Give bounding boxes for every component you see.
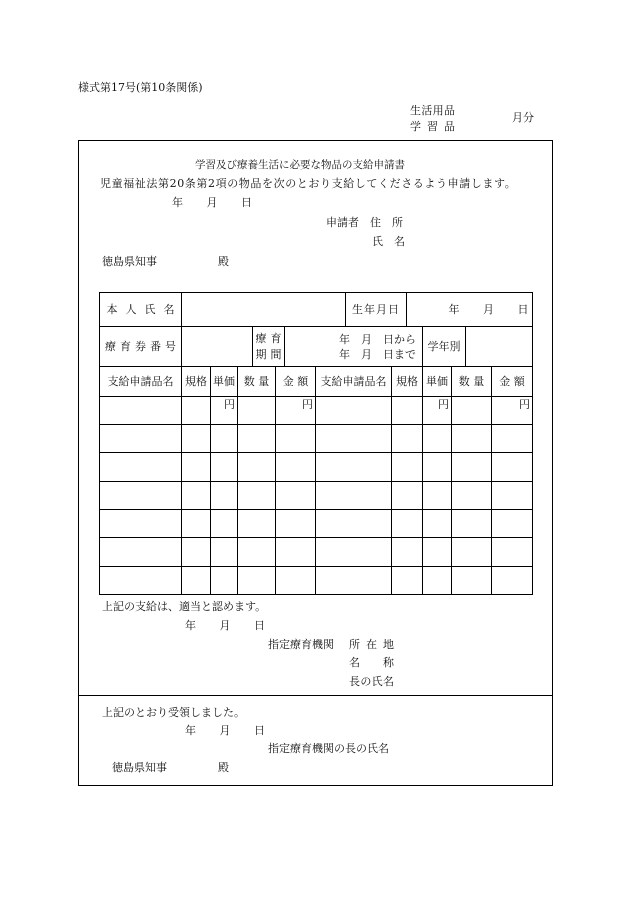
item-name-cell (99, 396, 182, 425)
item-name-cell (315, 509, 392, 538)
column-header-spec: 規格 (391, 366, 423, 397)
unit-price-cell (422, 396, 452, 425)
quantity-cell (237, 424, 276, 453)
unit-price-cell (422, 452, 452, 482)
amount-cell (491, 396, 533, 425)
spec-cell (181, 537, 211, 567)
institution-label: 指定療育機関 (268, 638, 334, 651)
spec-cell (181, 509, 211, 538)
application-date: 年 月 日 (172, 196, 253, 209)
unit-price-cell (210, 537, 238, 567)
application-statement: 児童福祉法第20条第2項の物品を次のとおり支給してくださるよう申請します。 (100, 177, 517, 190)
category-daily-goods: 生活用品 (410, 104, 455, 117)
amount-cell (491, 566, 533, 595)
birthdate-label: 生年月日 (352, 302, 400, 316)
receipt-section (78, 695, 553, 786)
grade-label: 学年別 (427, 339, 461, 353)
column-header-item-name: 支給申請品名 (99, 366, 182, 397)
item-row (99, 566, 533, 595)
item-row (99, 481, 533, 510)
amount-cell (491, 452, 533, 482)
grade-label-cell (422, 326, 466, 367)
item-name-cell (99, 566, 182, 595)
grade-field (465, 326, 533, 367)
amount-cell (275, 396, 316, 425)
unit-price-cell (210, 509, 238, 538)
care-period-to: 年 月 日まで (339, 347, 416, 361)
yen-unit-label: 円 (224, 398, 235, 411)
amount-cell (275, 509, 316, 538)
unit-price-cell (210, 424, 238, 453)
addressee-honorific: 殿 (218, 255, 229, 268)
yen-unit-label: 円 (302, 398, 313, 411)
amount-cell (275, 566, 316, 595)
addressee: 徳島県知事 (102, 255, 157, 268)
quantity-cell (237, 566, 276, 595)
item-name-cell (315, 481, 392, 510)
care-period-field (284, 326, 423, 367)
quantity-cell (237, 452, 276, 482)
institution-head-name-label: 長の氏名 (349, 675, 394, 688)
form-title: 学習及び療養生活に必要な物品の支給申請書 (195, 159, 405, 171)
column-header-quantity: 数 量 (451, 366, 492, 397)
item-name-cell (99, 537, 182, 567)
care-period-from: 年 月 日から (339, 332, 416, 346)
receipt-addressee: 徳島県知事 (112, 761, 167, 774)
institution-name-label: 名 称 (349, 656, 394, 669)
spec-cell (391, 566, 423, 595)
item-name-cell (99, 481, 182, 510)
unit-price-cell (210, 396, 238, 425)
form-number: 様式第17号(第10条関係) (78, 81, 203, 94)
quantity-cell (451, 396, 492, 425)
amount-cell (275, 452, 316, 482)
person-name-label: 本 人 氏 名 (106, 302, 175, 316)
quantity-cell (451, 481, 492, 510)
ticket-number-label: 療 育 券 番 号 (105, 339, 176, 353)
amount-cell (491, 481, 533, 510)
receipt-statement: 上記のとおり受領しました。 (102, 706, 245, 719)
quantity-cell (237, 537, 276, 567)
person-name-label-cell (99, 292, 182, 327)
unit-price-cell (210, 566, 238, 595)
spec-cell (181, 424, 211, 453)
applicant-address-label: 申請者 住 所 (326, 216, 403, 229)
receipt-date: 年 月 日 (185, 724, 266, 737)
item-name-cell (315, 452, 392, 482)
unit-price-cell (422, 481, 452, 510)
column-header-amount: 金 額 (491, 366, 533, 397)
ticket-number-field (181, 326, 253, 367)
item-name-cell (315, 396, 392, 425)
month-suffix: 月分 (512, 111, 534, 124)
spec-cell (391, 452, 423, 482)
item-name-cell (99, 424, 182, 453)
quantity-cell (237, 396, 276, 425)
item-name-cell (99, 452, 182, 482)
care-period-label-line1: 療 育 (255, 331, 282, 345)
unit-price-cell (422, 509, 452, 538)
spec-cell (181, 566, 211, 595)
institution-location-label: 所 在 地 (349, 638, 394, 651)
unit-price-cell (422, 566, 452, 595)
column-header-item-name: 支給申請品名 (315, 366, 392, 397)
approval-statement: 上記の支給は、適当と認めます。 (102, 600, 267, 613)
column-header-amount: 金 額 (275, 366, 316, 397)
spec-cell (181, 481, 211, 510)
applicant-name-label: 氏 名 (372, 235, 405, 248)
item-row (99, 509, 533, 538)
amount-cell (491, 509, 533, 538)
care-period-label-cell (252, 326, 285, 367)
person-name-field (181, 292, 346, 327)
unit-price-cell (210, 452, 238, 482)
item-row (99, 424, 533, 453)
quantity-cell (451, 566, 492, 595)
quantity-cell (237, 509, 276, 538)
spec-cell (391, 424, 423, 453)
spec-cell (391, 396, 423, 425)
amount-cell (275, 537, 316, 567)
column-header-unit-price: 単価 (422, 366, 452, 397)
ticket-number-label-cell (99, 326, 182, 367)
approval-date: 年 月 日 (185, 619, 266, 632)
column-header-quantity: 数 量 (237, 366, 276, 397)
birthdate-blank: 年 月 日 (448, 302, 529, 316)
spec-cell (391, 537, 423, 567)
care-period-label-line2: 期間 (255, 347, 282, 361)
institution-head-signature-label: 指定療育機関の長の氏名 (268, 742, 389, 755)
spec-cell (391, 481, 423, 510)
quantity-cell (237, 481, 276, 510)
yen-unit-label: 円 (519, 398, 530, 411)
quantity-cell (451, 509, 492, 538)
unit-price-cell (210, 481, 238, 510)
amount-cell (275, 481, 316, 510)
quantity-cell (451, 424, 492, 453)
amount-cell (491, 537, 533, 567)
spec-cell (181, 452, 211, 482)
birthdate-field (406, 292, 533, 327)
category-study-goods: 学 習 品 (410, 120, 455, 133)
quantity-cell (451, 452, 492, 482)
item-row (99, 537, 533, 567)
unit-price-cell (422, 537, 452, 567)
item-name-cell (315, 537, 392, 567)
application-table (99, 292, 533, 595)
quantity-cell (451, 537, 492, 567)
spec-cell (391, 509, 423, 538)
column-header-unit-price: 単価 (210, 366, 238, 397)
item-name-cell (315, 566, 392, 595)
amount-cell (491, 424, 533, 453)
unit-price-cell (422, 424, 452, 453)
birthdate-label-cell (345, 292, 407, 327)
application-section (78, 140, 553, 696)
column-header-spec: 規格 (181, 366, 211, 397)
receipt-addressee-honorific: 殿 (218, 761, 229, 774)
item-name-cell (99, 509, 182, 538)
item-row (99, 396, 533, 425)
spec-cell (181, 396, 211, 425)
amount-cell (275, 424, 316, 453)
yen-unit-label: 円 (438, 398, 449, 411)
item-name-cell (315, 424, 392, 453)
item-row (99, 452, 533, 482)
